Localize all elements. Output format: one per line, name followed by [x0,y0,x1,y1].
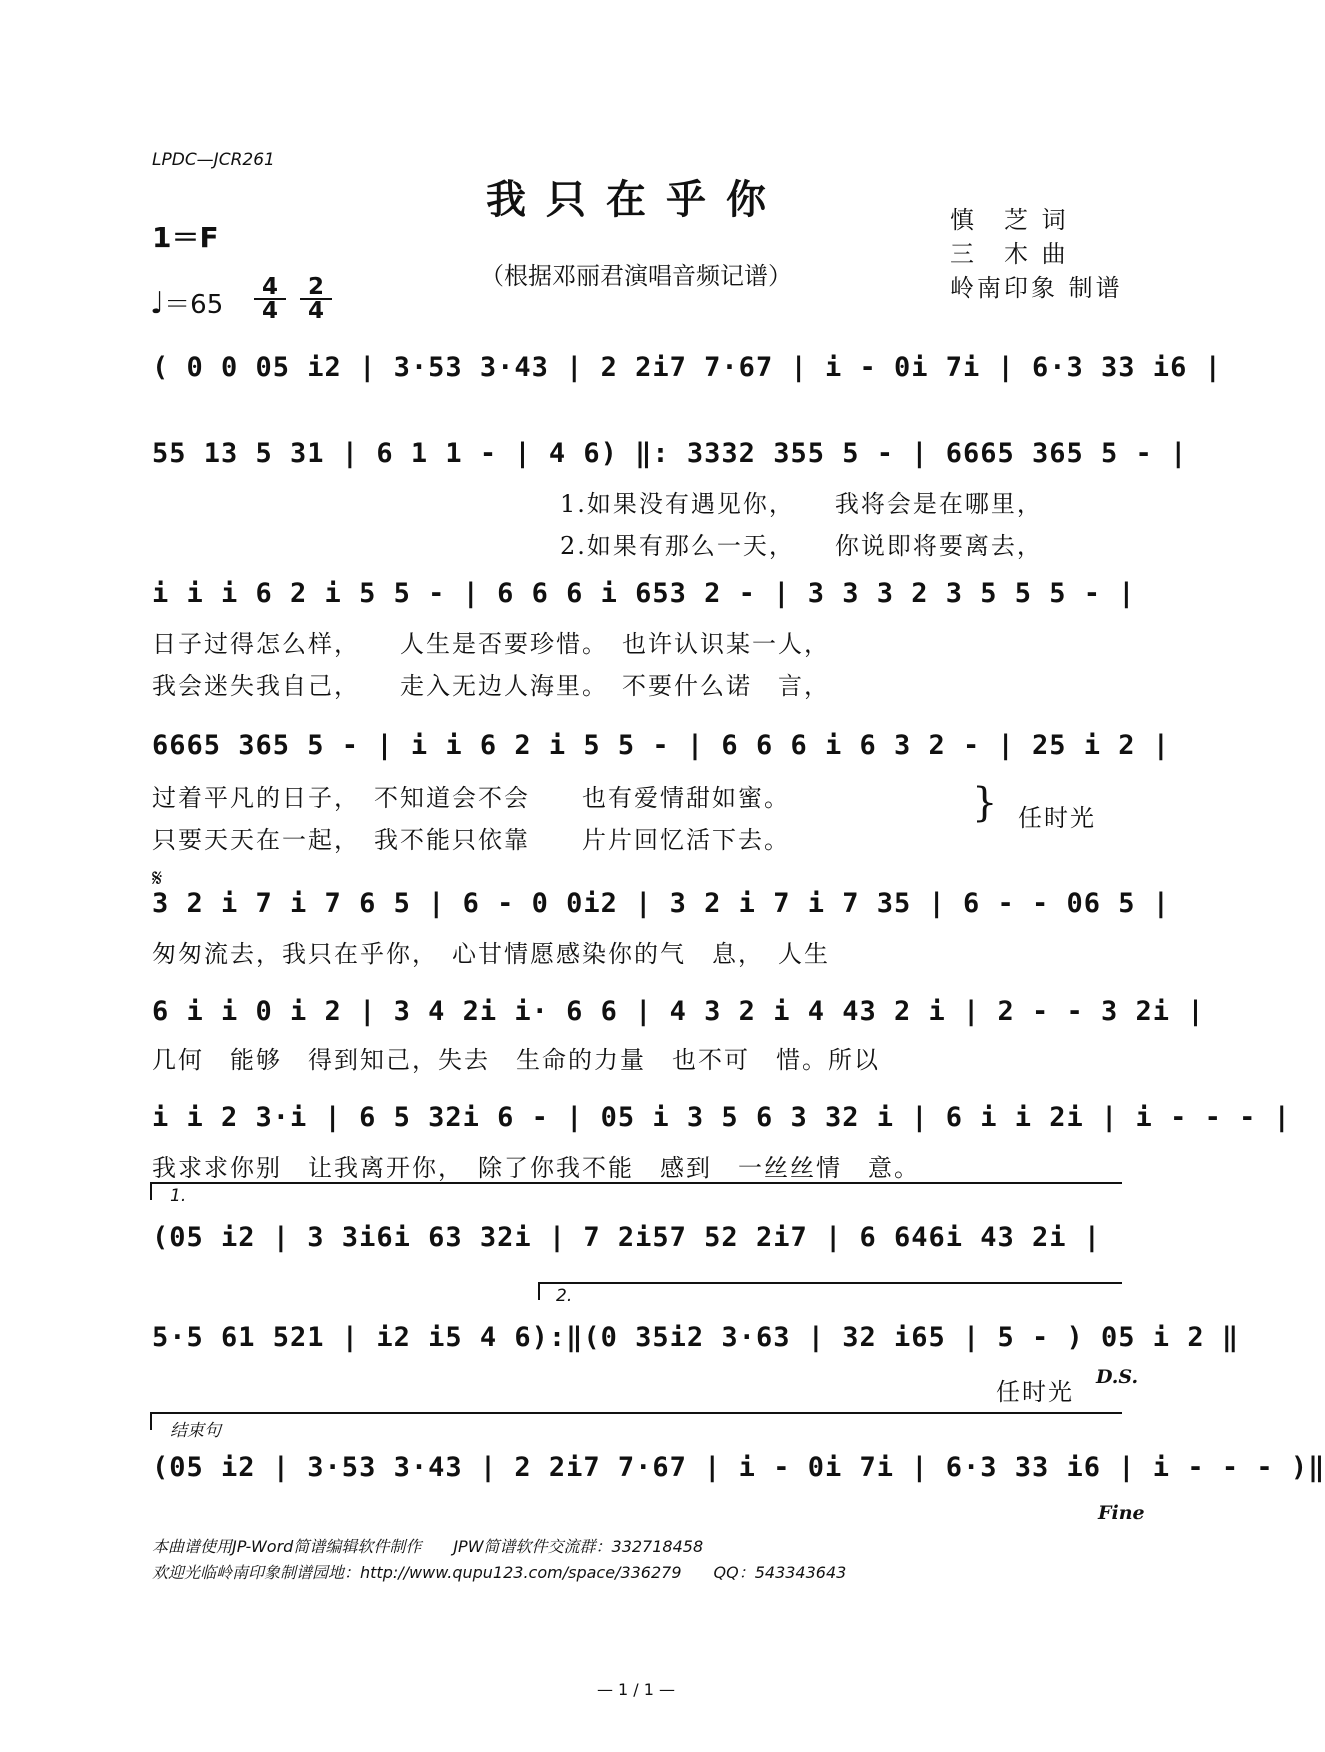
coda-bracket [150,1412,1122,1430]
lyric-line-3-verse-1: 日子过得怎么样， 人生是否要珍惜。 也许认识某一人， [152,630,830,658]
fine-mark: Fine [1098,1502,1145,1524]
lyric-line-5: 匆匆流去，我只在乎你， 心甘情愿感染你的气 息， 人生 [152,940,830,968]
lyric-line-7: 我求求你别 让我离开你， 除了你我不能 感到 一丝丝情 意。 [152,1154,920,1182]
coda-label: 结束句 [170,1421,221,1441]
volta-2-label: 2. [556,1286,573,1306]
time-signatures [238,206,346,344]
subtitle: （根据邓丽君演唱音频记谱） [480,262,792,290]
song-title: 我只在乎你 [486,176,786,223]
lyric-line-9: 任时光 [996,1378,1074,1406]
notation-line-2: 55 13 5 31 | 6 1 1 - | 4 6) ‖: 3332 355 5 - | 6665 365 5 - | [152,438,1188,469]
verse-brace: } [972,780,998,826]
lyric-line-4-verse-1: 过着平凡的日子， 不知道会不会 也有爱情甜如蜜。 [152,784,790,812]
key-signature: 1＝F [152,221,219,254]
notation-line-8: (05 i2 | 3 3i6i 63 32i | 7 2i57 52 2i7 | 6 646i 43 2i | [152,1222,1102,1253]
footer-website-note: 欢迎光临岭南印象制谱园地：http://www.qupu123.com/space/336279 QQ：543343643 [152,1563,847,1582]
lyric-line-6: 几何 能够 得到知己，失去 生命的力量 也不可 惜。所以 [152,1046,880,1074]
volta-1-label: 1. [170,1186,187,1206]
quarter-note-icon: ♩ [150,286,165,321]
credit-transcriber: 岭南印象 制谱 [950,274,1123,302]
notation-line-10: (05 i2 | 3·53 3·43 | 2 2i7 7·67 | i - 0i 7i | 6·3 33 i6 | i - - - )‖ [152,1452,1325,1483]
meter-2-4: $\frac{2}{4}$ [300,232,332,344]
notation-line-9: 5·5 61 521 | i2 i5 4 6):‖(0 35i2 3·63 | 32 i65 | 5 - ) 05 i 2 ‖ [152,1322,1240,1353]
meter-4-4: $\frac{4}{4}$ [254,232,286,344]
da-segno-mark: D.S. [1096,1366,1139,1388]
tempo-marking: ♩＝65 [150,286,224,321]
notation-line-5: 3 2 i 7 i 7 6 5 | 6 - 0 0i2 | 3 2 i 7 i 7 35 | 6 - - 06 5 | [152,888,1171,919]
notation-line-6: 6 i i 0 i 2 | 3 4 2i i· 6 6 | 4 3 2 i 4 43 2 i | 2 - - 3 2i | [152,996,1205,1027]
volta-2-bracket [538,1282,1122,1300]
score-code: LPDC—JCR261 [152,150,275,170]
volta-1-bracket [150,1182,1122,1200]
credit-lyricist: 慎 芝 词 [950,206,1069,234]
lyric-line-2-verse-2: 2.如果有那么一天， 你说即将要离去， [560,532,1043,560]
notation-line-1: ( 0 0 05 i2 | 3·53 3·43 | 2 2i7 7·67 | i - 0i 7i | 6·3 33 i6 | [152,352,1222,383]
notation-line-4: 6665 365 5 - | i i 6 2 i 5 5 - | 6 6 6 i 6 3 2 - | 25 i 2 | [152,730,1171,761]
notation-line-3: i i i 6 2 i 5 5 - | 6 6 6 i 653 2 - | 3 3 3 2 3 5 5 5 - | [152,578,1136,609]
lyric-line-3-verse-2: 我会迷失我自己， 走入无边人海里。 不要什么诺 言， [152,672,830,700]
notation-line-7: i i 2 3·i | 6 5 32i 6 - | 05 i 3 5 6 3 32 i | 6 i i 2i | i - - - | [152,1102,1291,1133]
lyric-line-4-shared: 任时光 [1018,804,1096,832]
lyric-line-2-verse-1: 1.如果没有遇见你， 我将会是在哪里， [560,490,1043,518]
footer-software-note: 本曲谱使用JP-Word简谱编辑软件制作 JPW简谱软件交流群：332718458 [152,1537,704,1556]
lyric-line-4-verse-2: 只要天天在一起， 我不能只依靠 片片回忆活下去。 [152,826,790,854]
segno-icon: 𝄋 [152,864,163,892]
credit-composer: 三 木 曲 [950,240,1069,268]
page-number: — 1 / 1 — [596,1680,676,1699]
